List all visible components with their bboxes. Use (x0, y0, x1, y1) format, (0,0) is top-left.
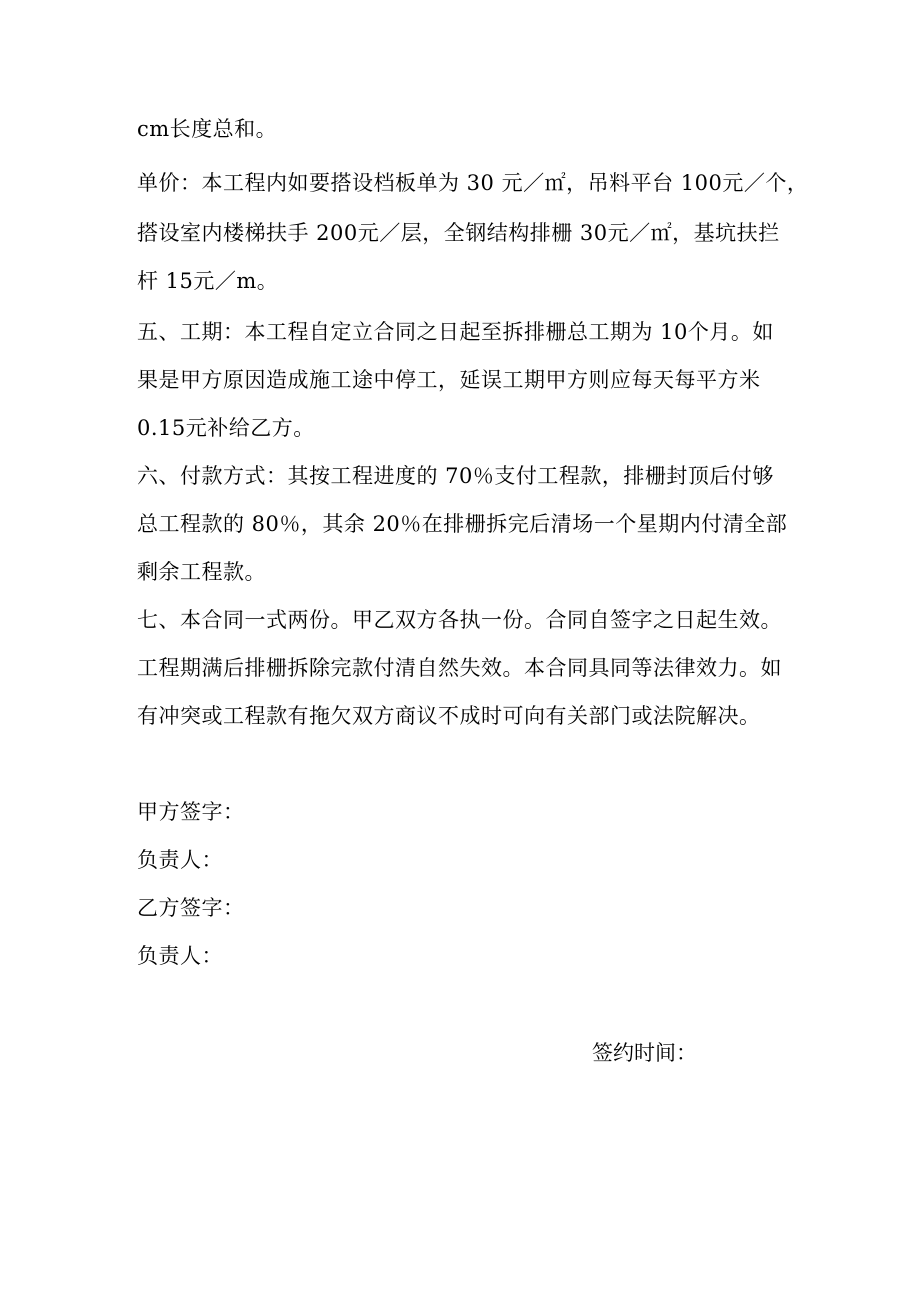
body-line-13: 有冲突或工程款有拖欠双方商议不成时可向有关部门或法院解决。 (137, 704, 761, 728)
body-line-12: 工程期满后排栅拆除完款付清自然失效。本合同具同等法律效力。如 (137, 656, 782, 680)
party-b-person-label: 负责人： (137, 944, 223, 968)
body-line-5: 五、工期：本工程自定立合同之日起至拆排栅总工期为 10个月。如 (137, 320, 774, 344)
body-line-2: 单价：本工程内如要搭设档板单为 30 元／㎡，吊料平台 100元／个， (137, 171, 809, 195)
body-line-11: 七、本合同一式两份。甲乙双方各执一份。合同自签字之日起生效。 (137, 608, 782, 632)
body-line-8: 六、付款方式：其按工程进度的 70％支付工程款，排栅封顶后付够 (137, 464, 774, 488)
body-line-7: 0.15元补给乙方。 (137, 416, 315, 440)
body-line-4: 杆 15元／m。 (137, 269, 279, 293)
body-line-10: 剩余工程款。 (137, 560, 266, 584)
party-a-sign-label: 甲方签字： (137, 800, 245, 824)
body-line-3: 搭设室内楼梯扶手 200元／层，全钢结构排栅 30元／㎡，基坑扶拦 (137, 221, 780, 245)
body-line-1: cm长度总和。 (137, 117, 278, 141)
body-line-9: 总工程款的 80％，其余 20％在排栅拆完后清场一个星期内付清全部 (137, 512, 788, 536)
sign-date-label: 签约时间： (592, 1041, 697, 1065)
party-b-sign-label: 乙方签字： (137, 896, 245, 920)
party-a-person-label: 负责人： (137, 848, 223, 872)
body-line-6: 果是甲方原因造成施工途中停工，延误工期甲方则应每天每平方米 (137, 368, 761, 392)
